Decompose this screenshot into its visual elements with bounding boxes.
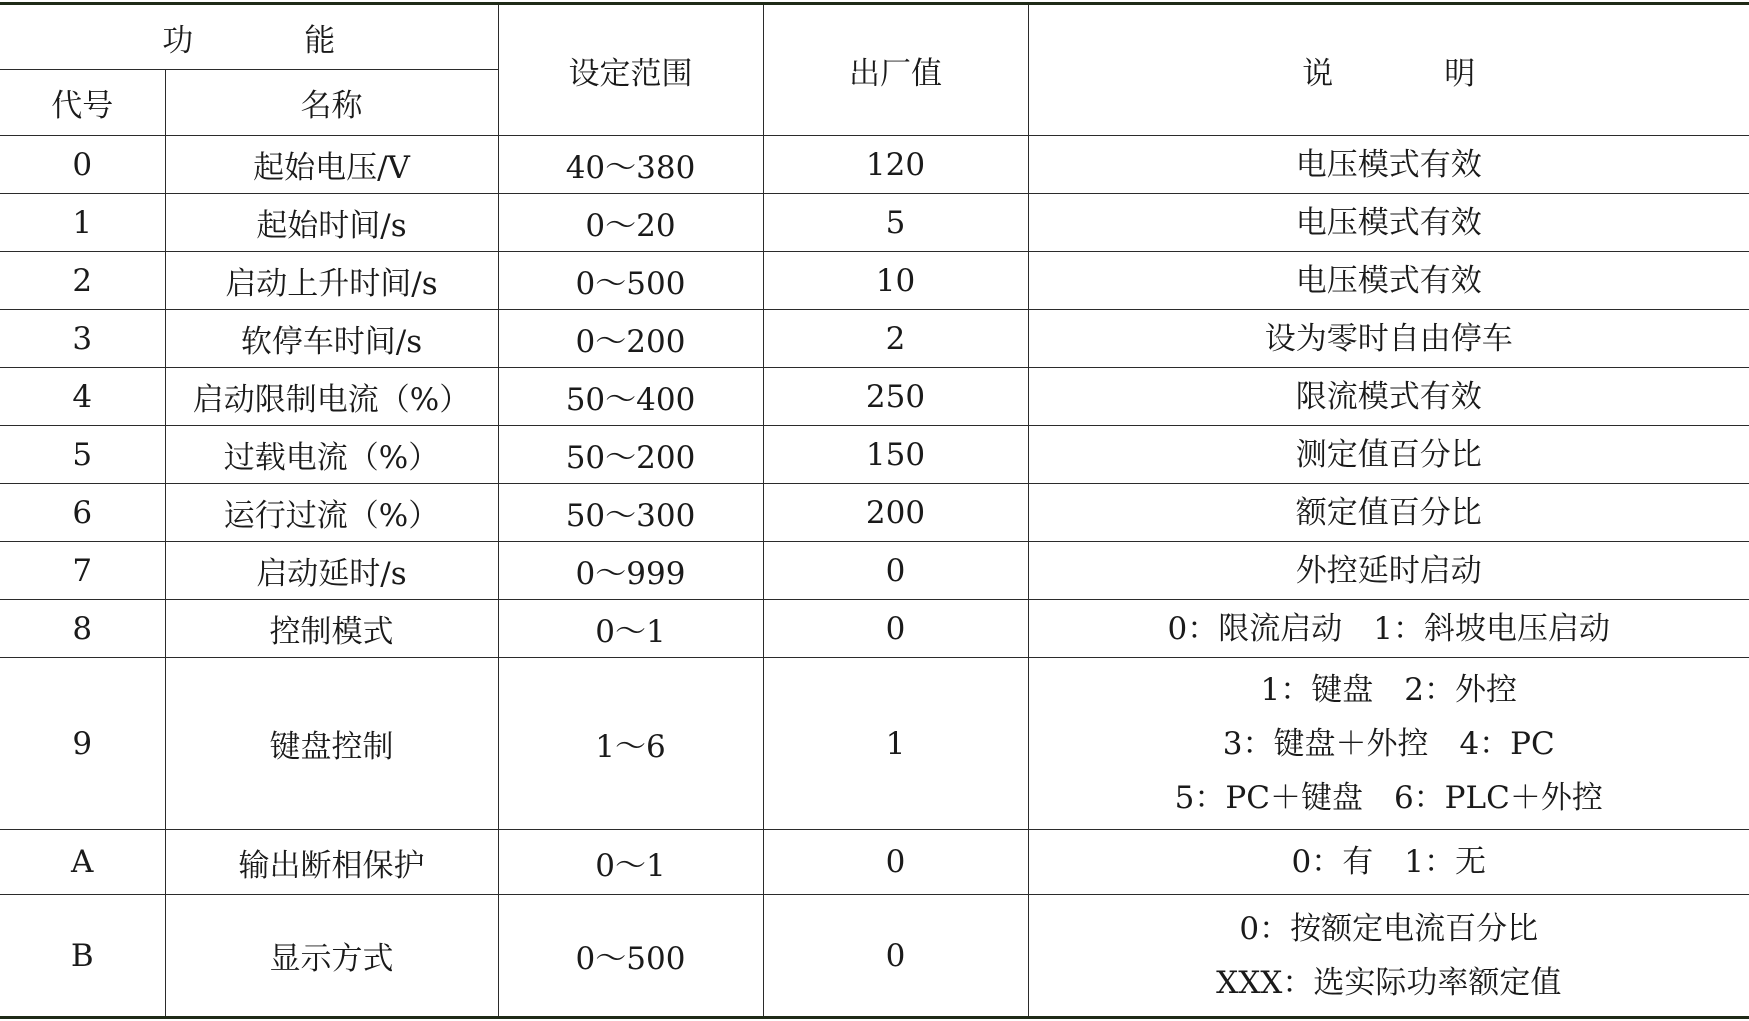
name-cell: 起始时间/s [165, 194, 498, 252]
header-function-group: 功 能 [0, 4, 498, 70]
name-cell: 显示方式 [165, 895, 498, 1018]
code-cell: 2 [0, 252, 165, 310]
name-cell: 控制模式 [165, 600, 498, 658]
note-line: 0：限流启动 1：斜坡电压启动 [1167, 610, 1610, 647]
header-default: 出厂值 [763, 4, 1028, 136]
note-cell [1028, 310, 1749, 368]
table-row [0, 194, 1749, 252]
range-cell: 0～1 [498, 830, 763, 895]
name-cell: 启动上升时间/s [165, 252, 498, 310]
range-cell: 0～500 [498, 252, 763, 310]
note-cell [1028, 600, 1749, 658]
default-cell: 120 [763, 136, 1028, 194]
default-cell: 200 [763, 484, 1028, 542]
range-cell: 40～380 [498, 136, 763, 194]
name-cell: 运行过流（%） [165, 484, 498, 542]
table-row [0, 368, 1749, 426]
note-line: 测定值百分比 [1295, 436, 1482, 473]
note-line: 外控延时启动 [1295, 552, 1482, 589]
table-row [0, 426, 1749, 484]
range-cell: 1～6 [498, 658, 763, 830]
table-row [0, 600, 1749, 658]
note-line: 设为零时自由停车 [1264, 320, 1513, 357]
code-cell: 0 [0, 136, 165, 194]
default-cell: 0 [763, 895, 1028, 1018]
table-header [0, 4, 1749, 136]
name-cell: 启动延时/s [165, 542, 498, 600]
note-cell [1028, 368, 1749, 426]
note-line: 0：有 1：无 [1291, 844, 1486, 880]
note-line: 5：PC＋键盘 6：PLC＋外控 [1174, 779, 1603, 816]
range-cell: 0～200 [498, 310, 763, 368]
name-cell: 过载电流（%） [165, 426, 498, 484]
code-cell: 5 [0, 426, 165, 484]
code-cell: 3 [0, 310, 165, 368]
code-cell: 6 [0, 484, 165, 542]
name-cell: 键盘控制 [165, 658, 498, 830]
default-cell: 0 [763, 542, 1028, 600]
default-cell: 0 [763, 600, 1028, 658]
range-cell: 0～500 [498, 895, 763, 1018]
table-row [0, 895, 1749, 1018]
note-cell [1028, 830, 1749, 895]
note-line: XXX：选实际功率额定值 [1216, 964, 1562, 1001]
table-row [0, 310, 1749, 368]
note-line: 0：按额定电流百分比 [1239, 910, 1539, 947]
note-cell [1028, 426, 1749, 484]
table-row [0, 658, 1749, 830]
name-cell: 输出断相保护 [165, 830, 498, 895]
note-line: 3：键盘＋外控 4：PC [1222, 725, 1555, 762]
header-name: 名称 [165, 70, 498, 136]
note-cell [1028, 542, 1749, 600]
range-cell: 50～200 [498, 426, 763, 484]
code-cell: 9 [0, 658, 165, 830]
table-row [0, 830, 1749, 895]
note-cell [1028, 136, 1749, 194]
header-code: 代号 [0, 70, 165, 136]
default-cell: 5 [763, 194, 1028, 252]
name-cell: 启动限制电流（%） [165, 368, 498, 426]
header-row-group [0, 4, 1749, 70]
note-cell [1028, 484, 1749, 542]
note-line: 电压模式有效 [1295, 262, 1482, 299]
header-note: 说 明 [1028, 4, 1749, 136]
note-cell [1028, 895, 1749, 1018]
range-cell: 50～300 [498, 484, 763, 542]
parameter-table [0, 2, 1749, 1019]
code-cell: A [0, 830, 165, 895]
table-row [0, 252, 1749, 310]
note-cell [1028, 194, 1749, 252]
header-range: 设定范围 [498, 4, 763, 136]
range-cell: 50～400 [498, 368, 763, 426]
note-line: 电压模式有效 [1295, 204, 1482, 241]
range-cell: 0～1 [498, 600, 763, 658]
note-cell [1028, 252, 1749, 310]
default-cell: 1 [763, 658, 1028, 830]
range-cell: 0～999 [498, 542, 763, 600]
default-cell: 250 [763, 368, 1028, 426]
table-body [0, 136, 1749, 1018]
name-cell: 软停车时间/s [165, 310, 498, 368]
note-line: 额定值百分比 [1295, 494, 1482, 531]
default-cell: 10 [763, 252, 1028, 310]
name-cell: 起始电压/V [165, 136, 498, 194]
default-cell: 0 [763, 830, 1028, 895]
table-row [0, 542, 1749, 600]
note-cell [1028, 658, 1749, 830]
default-cell: 150 [763, 426, 1028, 484]
code-cell: B [0, 895, 165, 1018]
note-line: 限流模式有效 [1295, 378, 1482, 415]
table-row [0, 136, 1749, 194]
code-cell: 7 [0, 542, 165, 600]
table-row [0, 484, 1749, 542]
code-cell: 1 [0, 194, 165, 252]
code-cell: 8 [0, 600, 165, 658]
range-cell: 0～20 [498, 194, 763, 252]
note-line: 电压模式有效 [1295, 146, 1482, 183]
code-cell: 4 [0, 368, 165, 426]
note-line: 1：键盘 2：外控 [1260, 671, 1517, 708]
default-cell: 2 [763, 310, 1028, 368]
